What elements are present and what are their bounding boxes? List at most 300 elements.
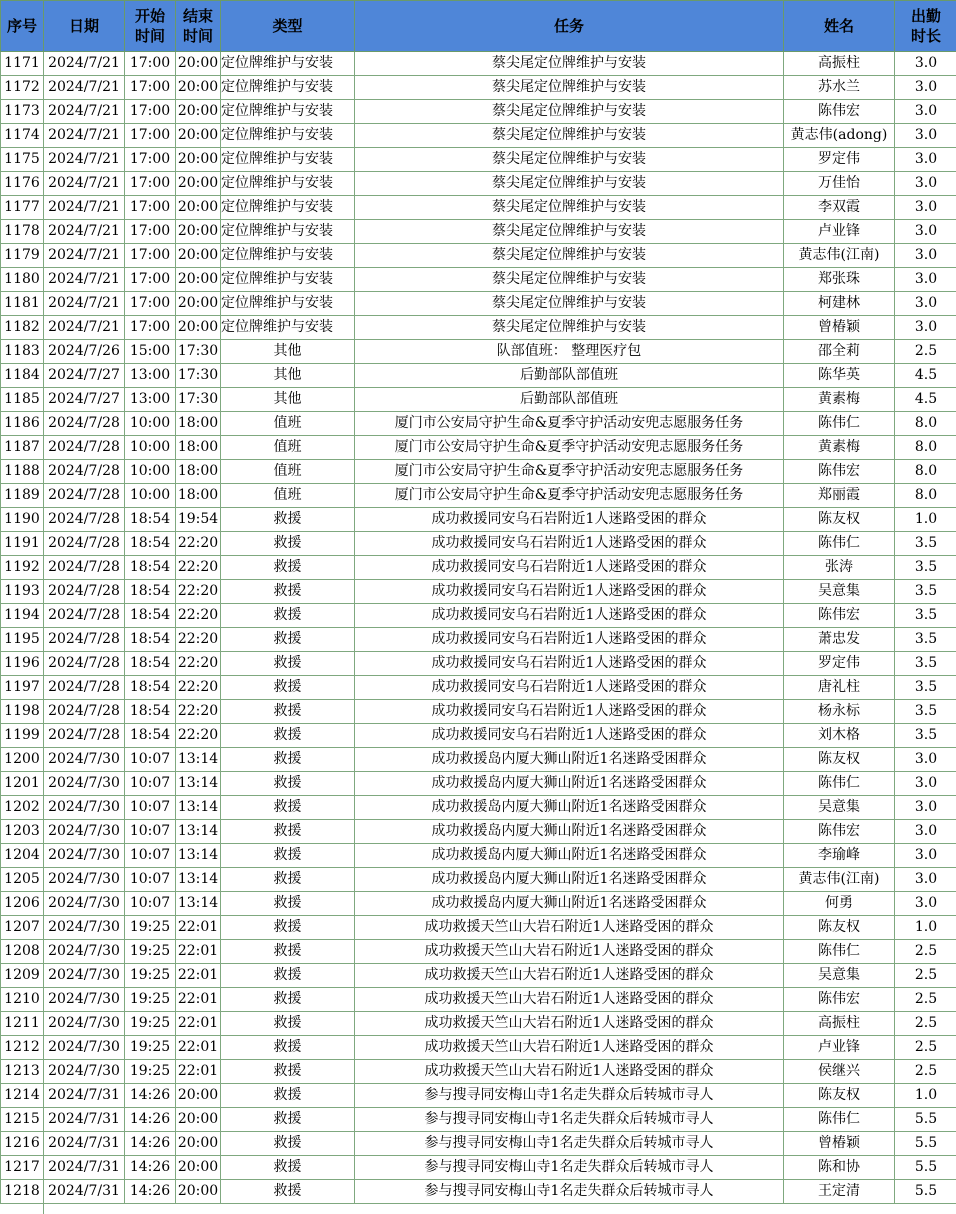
date-cell[interactable]: 2024/7/30 — [44, 748, 125, 772]
type-cell[interactable]: 定位牌维护与安装 — [221, 172, 355, 196]
seq-cell[interactable]: 1212 — [1, 1036, 44, 1060]
hours-cell[interactable]: 5.5 — [895, 1156, 956, 1180]
date-cell[interactable]: 2024/7/30 — [44, 964, 125, 988]
hours-cell[interactable]: 8.0 — [895, 460, 956, 484]
task-cell[interactable]: 成功救援天竺山大岩石附近1人迷路受困的群众 — [355, 1060, 784, 1084]
date-cell[interactable]: 2024/7/21 — [44, 196, 125, 220]
name-cell[interactable]: 吴意集 — [784, 580, 895, 604]
start-time-cell[interactable]: 10:07 — [125, 892, 176, 916]
end-time-cell[interactable]: 18:00 — [176, 460, 221, 484]
date-cell[interactable]: 2024/7/30 — [44, 892, 125, 916]
end-time-cell[interactable]: 22:01 — [176, 988, 221, 1012]
hours-cell[interactable]: 3.0 — [895, 100, 956, 124]
hours-cell[interactable]: 8.0 — [895, 412, 956, 436]
seq-cell[interactable]: 1218 — [1, 1180, 44, 1204]
seq-cell[interactable]: 1184 — [1, 364, 44, 388]
name-cell[interactable]: 唐礼柱 — [784, 676, 895, 700]
hours-cell[interactable]: 1.0 — [895, 508, 956, 532]
task-cell[interactable]: 成功救援同安乌石岩附近1人迷路受困的群众 — [355, 580, 784, 604]
date-cell[interactable]: 2024/7/31 — [44, 1084, 125, 1108]
seq-cell[interactable]: 1207 — [1, 916, 44, 940]
hours-cell[interactable]: 8.0 — [895, 436, 956, 460]
end-time-cell[interactable]: 13:14 — [176, 772, 221, 796]
start-time-cell[interactable]: 10:07 — [125, 772, 176, 796]
hours-cell[interactable]: 3.0 — [895, 796, 956, 820]
type-cell[interactable]: 救援 — [221, 868, 355, 892]
end-time-cell[interactable]: 22:20 — [176, 700, 221, 724]
date-cell[interactable]: 2024/7/21 — [44, 124, 125, 148]
hours-cell[interactable]: 8.0 — [895, 484, 956, 508]
end-time-cell[interactable]: 19:54 — [176, 508, 221, 532]
type-cell[interactable]: 定位牌维护与安装 — [221, 220, 355, 244]
hours-cell[interactable]: 3.5 — [895, 580, 956, 604]
date-cell[interactable]: 2024/7/28 — [44, 700, 125, 724]
name-cell[interactable]: 卢业锋 — [784, 220, 895, 244]
task-cell[interactable]: 参与搜寻同安梅山寺1名走失群众后转城市寻人 — [355, 1180, 784, 1204]
date-cell[interactable]: 2024/7/28 — [44, 532, 125, 556]
task-cell[interactable]: 成功救援天竺山大岩石附近1人迷路受困的群众 — [355, 964, 784, 988]
end-time-cell[interactable]: 18:00 — [176, 484, 221, 508]
date-cell[interactable]: 2024/7/28 — [44, 412, 125, 436]
type-cell[interactable]: 救援 — [221, 772, 355, 796]
end-time-cell[interactable]: 20:00 — [176, 52, 221, 76]
end-time-cell[interactable]: 20:00 — [176, 1156, 221, 1180]
hours-cell[interactable]: 4.5 — [895, 388, 956, 412]
date-cell[interactable]: 2024/7/27 — [44, 388, 125, 412]
end-time-cell[interactable]: 13:14 — [176, 892, 221, 916]
type-cell[interactable]: 救援 — [221, 556, 355, 580]
task-cell[interactable]: 蔡尖尾定位牌维护与安装 — [355, 100, 784, 124]
type-cell[interactable]: 救援 — [221, 1156, 355, 1180]
type-cell[interactable]: 救援 — [221, 964, 355, 988]
header-date[interactable]: 日期 — [44, 1, 125, 52]
date-cell[interactable]: 2024/7/28 — [44, 484, 125, 508]
end-time-cell[interactable]: 20:00 — [176, 1084, 221, 1108]
task-cell[interactable]: 成功救援岛内厦大狮山附近1名迷路受困群众 — [355, 868, 784, 892]
date-cell[interactable]: 2024/7/30 — [44, 796, 125, 820]
type-cell[interactable]: 其他 — [221, 340, 355, 364]
seq-cell[interactable]: 1205 — [1, 868, 44, 892]
name-cell[interactable]: 陈友权 — [784, 508, 895, 532]
hours-cell[interactable]: 2.5 — [895, 1036, 956, 1060]
end-time-cell[interactable]: 18:00 — [176, 436, 221, 460]
name-cell[interactable]: 陈华英 — [784, 364, 895, 388]
hours-cell[interactable]: 3.0 — [895, 292, 956, 316]
date-cell[interactable]: 2024/7/21 — [44, 76, 125, 100]
type-cell[interactable]: 值班 — [221, 484, 355, 508]
task-cell[interactable]: 成功救援岛内厦大狮山附近1名迷路受困群众 — [355, 892, 784, 916]
end-time-cell[interactable]: 13:14 — [176, 820, 221, 844]
type-cell[interactable]: 其他 — [221, 388, 355, 412]
type-cell[interactable]: 救援 — [221, 748, 355, 772]
type-cell[interactable]: 值班 — [221, 436, 355, 460]
type-cell[interactable]: 救援 — [221, 1132, 355, 1156]
task-cell[interactable]: 成功救援同安乌石岩附近1人迷路受困的群众 — [355, 676, 784, 700]
task-cell[interactable]: 成功救援岛内厦大狮山附近1名迷路受困群众 — [355, 772, 784, 796]
name-cell[interactable]: 陈伟仁 — [784, 532, 895, 556]
task-cell[interactable]: 队部值班： 整理医疗包 — [355, 340, 784, 364]
start-time-cell[interactable]: 10:07 — [125, 820, 176, 844]
date-cell[interactable]: 2024/7/21 — [44, 268, 125, 292]
name-cell[interactable]: 曾椿颖 — [784, 316, 895, 340]
end-time-cell[interactable]: 20:00 — [176, 268, 221, 292]
task-cell[interactable]: 参与搜寻同安梅山寺1名走失群众后转城市寻人 — [355, 1156, 784, 1180]
date-cell[interactable]: 2024/7/27 — [44, 364, 125, 388]
type-cell[interactable]: 救援 — [221, 1084, 355, 1108]
date-cell[interactable]: 2024/7/30 — [44, 868, 125, 892]
start-time-cell[interactable]: 18:54 — [125, 628, 176, 652]
date-cell[interactable]: 2024/7/30 — [44, 1036, 125, 1060]
name-cell[interactable]: 杨永标 — [784, 700, 895, 724]
type-cell[interactable]: 救援 — [221, 532, 355, 556]
name-cell[interactable]: 陈伟仁 — [784, 412, 895, 436]
name-cell[interactable]: 陈伟宏 — [784, 604, 895, 628]
seq-cell[interactable]: 1204 — [1, 844, 44, 868]
header-seq[interactable]: 序号 — [1, 1, 44, 52]
hours-cell[interactable]: 2.5 — [895, 988, 956, 1012]
task-cell[interactable]: 成功救援岛内厦大狮山附近1名迷路受困群众 — [355, 820, 784, 844]
type-cell[interactable]: 救援 — [221, 508, 355, 532]
hours-cell[interactable]: 3.0 — [895, 844, 956, 868]
seq-cell[interactable]: 1208 — [1, 940, 44, 964]
hours-cell[interactable]: 3.0 — [895, 316, 956, 340]
task-cell[interactable]: 厦门市公安局守护生命&夏季守护活动安兜志愿服务任务 — [355, 436, 784, 460]
end-time-cell[interactable]: 20:00 — [176, 124, 221, 148]
seq-cell[interactable]: 1210 — [1, 988, 44, 1012]
task-cell[interactable]: 成功救援同安乌石岩附近1人迷路受困的群众 — [355, 532, 784, 556]
end-time-cell[interactable]: 20:00 — [176, 100, 221, 124]
date-cell[interactable]: 2024/7/28 — [44, 604, 125, 628]
start-time-cell[interactable]: 18:54 — [125, 700, 176, 724]
seq-cell[interactable]: 1216 — [1, 1132, 44, 1156]
date-cell[interactable]: 2024/7/30 — [44, 1060, 125, 1084]
end-time-cell[interactable]: 22:01 — [176, 1036, 221, 1060]
name-cell[interactable]: 高振柱 — [784, 52, 895, 76]
header-task[interactable]: 任务 — [355, 1, 784, 52]
type-cell[interactable]: 救援 — [221, 724, 355, 748]
end-time-cell[interactable]: 18:00 — [176, 412, 221, 436]
date-cell[interactable]: 2024/7/30 — [44, 940, 125, 964]
hours-cell[interactable]: 2.5 — [895, 964, 956, 988]
hours-cell[interactable]: 3.5 — [895, 532, 956, 556]
date-cell[interactable]: 2024/7/21 — [44, 148, 125, 172]
end-time-cell[interactable]: 17:30 — [176, 388, 221, 412]
end-time-cell[interactable]: 22:01 — [176, 964, 221, 988]
seq-cell[interactable]: 1200 — [1, 748, 44, 772]
seq-cell[interactable]: 1197 — [1, 676, 44, 700]
task-cell[interactable]: 蔡尖尾定位牌维护与安装 — [355, 148, 784, 172]
end-time-cell[interactable]: 20:00 — [176, 148, 221, 172]
task-cell[interactable]: 成功救援岛内厦大狮山附近1名迷路受困群众 — [355, 748, 784, 772]
hours-cell[interactable]: 3.0 — [895, 268, 956, 292]
date-cell[interactable]: 2024/7/26 — [44, 340, 125, 364]
start-time-cell[interactable]: 18:54 — [125, 604, 176, 628]
task-cell[interactable]: 后勤部队部值班 — [355, 364, 784, 388]
end-time-cell[interactable]: 22:01 — [176, 916, 221, 940]
seq-cell[interactable]: 1171 — [1, 52, 44, 76]
hours-cell[interactable]: 3.0 — [895, 892, 956, 916]
seq-cell[interactable]: 1175 — [1, 148, 44, 172]
type-cell[interactable]: 救援 — [221, 700, 355, 724]
task-cell[interactable]: 参与搜寻同安梅山寺1名走失群众后转城市寻人 — [355, 1132, 784, 1156]
end-time-cell[interactable]: 13:14 — [176, 748, 221, 772]
start-time-cell[interactable]: 17:00 — [125, 76, 176, 100]
end-time-cell[interactable]: 20:00 — [176, 76, 221, 100]
end-time-cell[interactable]: 20:00 — [176, 196, 221, 220]
type-cell[interactable]: 救援 — [221, 988, 355, 1012]
end-time-cell[interactable]: 22:20 — [176, 532, 221, 556]
seq-cell[interactable]: 1188 — [1, 460, 44, 484]
start-time-cell[interactable]: 18:54 — [125, 652, 176, 676]
task-cell[interactable]: 成功救援天竺山大岩石附近1人迷路受困的群众 — [355, 1036, 784, 1060]
name-cell[interactable]: 郑丽霞 — [784, 484, 895, 508]
start-time-cell[interactable]: 10:00 — [125, 436, 176, 460]
date-cell[interactable]: 2024/7/21 — [44, 292, 125, 316]
date-cell[interactable]: 2024/7/30 — [44, 988, 125, 1012]
hours-cell[interactable]: 3.5 — [895, 676, 956, 700]
end-time-cell[interactable]: 22:20 — [176, 580, 221, 604]
start-time-cell[interactable]: 10:00 — [125, 484, 176, 508]
name-cell[interactable]: 吴意集 — [784, 964, 895, 988]
name-cell[interactable]: 陈和协 — [784, 1156, 895, 1180]
end-time-cell[interactable]: 20:00 — [176, 220, 221, 244]
hours-cell[interactable]: 3.0 — [895, 868, 956, 892]
name-cell[interactable]: 郑张珠 — [784, 268, 895, 292]
hours-cell[interactable]: 3.0 — [895, 52, 956, 76]
date-cell[interactable]: 2024/7/28 — [44, 724, 125, 748]
seq-cell[interactable]: 1189 — [1, 484, 44, 508]
seq-cell[interactable]: 1194 — [1, 604, 44, 628]
hours-cell[interactable]: 3.5 — [895, 652, 956, 676]
task-cell[interactable]: 成功救援同安乌石岩附近1人迷路受困的群众 — [355, 652, 784, 676]
name-cell[interactable]: 苏水兰 — [784, 76, 895, 100]
seq-cell[interactable]: 1186 — [1, 412, 44, 436]
start-time-cell[interactable]: 14:26 — [125, 1180, 176, 1204]
task-cell[interactable]: 蔡尖尾定位牌维护与安装 — [355, 76, 784, 100]
hours-cell[interactable]: 2.5 — [895, 1060, 956, 1084]
end-time-cell[interactable]: 22:01 — [176, 940, 221, 964]
end-time-cell[interactable]: 22:20 — [176, 724, 221, 748]
hours-cell[interactable]: 3.5 — [895, 604, 956, 628]
start-time-cell[interactable]: 17:00 — [125, 220, 176, 244]
start-time-cell[interactable]: 10:07 — [125, 748, 176, 772]
start-time-cell[interactable]: 10:07 — [125, 844, 176, 868]
name-cell[interactable]: 陈友权 — [784, 748, 895, 772]
type-cell[interactable]: 救援 — [221, 844, 355, 868]
seq-cell[interactable]: 1199 — [1, 724, 44, 748]
seq-cell[interactable]: 1176 — [1, 172, 44, 196]
type-cell[interactable]: 救援 — [221, 892, 355, 916]
start-time-cell[interactable]: 18:54 — [125, 556, 176, 580]
task-cell[interactable]: 成功救援岛内厦大狮山附近1名迷路受困群众 — [355, 844, 784, 868]
date-cell[interactable]: 2024/7/21 — [44, 220, 125, 244]
start-time-cell[interactable]: 18:54 — [125, 508, 176, 532]
end-time-cell[interactable]: 22:01 — [176, 1060, 221, 1084]
name-cell[interactable]: 陈伟宏 — [784, 988, 895, 1012]
start-time-cell[interactable]: 13:00 — [125, 388, 176, 412]
seq-cell[interactable]: 1178 — [1, 220, 44, 244]
name-cell[interactable]: 陈伟仁 — [784, 772, 895, 796]
seq-cell[interactable]: 1201 — [1, 772, 44, 796]
seq-cell[interactable]: 1206 — [1, 892, 44, 916]
date-cell[interactable]: 2024/7/28 — [44, 676, 125, 700]
start-time-cell[interactable]: 10:07 — [125, 796, 176, 820]
type-cell[interactable]: 值班 — [221, 460, 355, 484]
seq-cell[interactable]: 1209 — [1, 964, 44, 988]
name-cell[interactable]: 陈伟宏 — [784, 820, 895, 844]
task-cell[interactable]: 成功救援同安乌石岩附近1人迷路受困的群众 — [355, 700, 784, 724]
task-cell[interactable]: 成功救援天竺山大岩石附近1人迷路受困的群众 — [355, 940, 784, 964]
type-cell[interactable]: 救援 — [221, 1180, 355, 1204]
type-cell[interactable]: 定位牌维护与安装 — [221, 52, 355, 76]
start-time-cell[interactable]: 18:54 — [125, 676, 176, 700]
hours-cell[interactable]: 1.0 — [895, 1084, 956, 1108]
hours-cell[interactable]: 2.5 — [895, 340, 956, 364]
seq-cell[interactable]: 1174 — [1, 124, 44, 148]
date-cell[interactable]: 2024/7/28 — [44, 628, 125, 652]
task-cell[interactable]: 后勤部队部值班 — [355, 388, 784, 412]
task-cell[interactable]: 成功救援岛内厦大狮山附近1名迷路受困群众 — [355, 796, 784, 820]
date-cell[interactable]: 2024/7/21 — [44, 52, 125, 76]
seq-cell[interactable]: 1215 — [1, 1108, 44, 1132]
start-time-cell[interactable]: 14:26 — [125, 1156, 176, 1180]
seq-cell[interactable]: 1192 — [1, 556, 44, 580]
hours-cell[interactable]: 2.5 — [895, 940, 956, 964]
seq-cell[interactable]: 1193 — [1, 580, 44, 604]
date-cell[interactable]: 2024/7/30 — [44, 1012, 125, 1036]
name-cell[interactable]: 萧忠发 — [784, 628, 895, 652]
name-cell[interactable]: 罗定伟 — [784, 652, 895, 676]
hours-cell[interactable]: 3.0 — [895, 220, 956, 244]
seq-cell[interactable]: 1214 — [1, 1084, 44, 1108]
start-time-cell[interactable]: 19:25 — [125, 1036, 176, 1060]
date-cell[interactable]: 2024/7/31 — [44, 1132, 125, 1156]
hours-cell[interactable]: 1.0 — [895, 916, 956, 940]
seq-cell[interactable]: 1182 — [1, 316, 44, 340]
hours-cell[interactable]: 3.0 — [895, 124, 956, 148]
hours-cell[interactable]: 3.0 — [895, 772, 956, 796]
name-cell[interactable]: 刘木格 — [784, 724, 895, 748]
start-time-cell[interactable]: 17:00 — [125, 244, 176, 268]
date-cell[interactable]: 2024/7/21 — [44, 172, 125, 196]
header-name[interactable]: 姓名 — [784, 1, 895, 52]
seq-cell[interactable]: 1180 — [1, 268, 44, 292]
name-cell[interactable]: 卢业锋 — [784, 1036, 895, 1060]
name-cell[interactable]: 李双霞 — [784, 196, 895, 220]
end-time-cell[interactable]: 22:01 — [176, 1012, 221, 1036]
task-cell[interactable]: 参与搜寻同安梅山寺1名走失群众后转城市寻人 — [355, 1108, 784, 1132]
type-cell[interactable]: 救援 — [221, 820, 355, 844]
task-cell[interactable]: 成功救援同安乌石岩附近1人迷路受困的群众 — [355, 604, 784, 628]
date-cell[interactable]: 2024/7/28 — [44, 508, 125, 532]
type-cell[interactable]: 定位牌维护与安装 — [221, 196, 355, 220]
hours-cell[interactable]: 3.5 — [895, 724, 956, 748]
end-time-cell[interactable]: 22:20 — [176, 676, 221, 700]
type-cell[interactable]: 救援 — [221, 628, 355, 652]
task-cell[interactable]: 成功救援同安乌石岩附近1人迷路受困的群众 — [355, 508, 784, 532]
start-time-cell[interactable]: 19:25 — [125, 940, 176, 964]
hours-cell[interactable]: 3.0 — [895, 820, 956, 844]
start-time-cell[interactable]: 19:25 — [125, 964, 176, 988]
task-cell[interactable]: 参与搜寻同安梅山寺1名走失群众后转城市寻人 — [355, 1084, 784, 1108]
start-time-cell[interactable]: 17:00 — [125, 52, 176, 76]
type-cell[interactable]: 其他 — [221, 364, 355, 388]
hours-cell[interactable]: 3.0 — [895, 244, 956, 268]
date-cell[interactable]: 2024/7/28 — [44, 580, 125, 604]
start-time-cell[interactable]: 19:25 — [125, 1060, 176, 1084]
task-cell[interactable]: 蔡尖尾定位牌维护与安装 — [355, 316, 784, 340]
seq-cell[interactable]: 1187 — [1, 436, 44, 460]
type-cell[interactable]: 救援 — [221, 940, 355, 964]
name-cell[interactable]: 陈伟仁 — [784, 940, 895, 964]
task-cell[interactable]: 成功救援同安乌石岩附近1人迷路受困的群众 — [355, 628, 784, 652]
seq-cell[interactable]: 1177 — [1, 196, 44, 220]
type-cell[interactable]: 救援 — [221, 1012, 355, 1036]
start-time-cell[interactable]: 19:25 — [125, 1012, 176, 1036]
type-cell[interactable]: 值班 — [221, 412, 355, 436]
end-time-cell[interactable]: 22:20 — [176, 604, 221, 628]
seq-cell[interactable]: 1195 — [1, 628, 44, 652]
type-cell[interactable]: 定位牌维护与安装 — [221, 316, 355, 340]
end-time-cell[interactable]: 20:00 — [176, 172, 221, 196]
end-time-cell[interactable]: 20:00 — [176, 1108, 221, 1132]
header-start-time[interactable]: 开始 时间 — [125, 1, 176, 52]
hours-cell[interactable]: 3.0 — [895, 748, 956, 772]
name-cell[interactable]: 何勇 — [784, 892, 895, 916]
name-cell[interactable]: 张涛 — [784, 556, 895, 580]
end-time-cell[interactable]: 13:14 — [176, 844, 221, 868]
seq-cell[interactable]: 1183 — [1, 340, 44, 364]
date-cell[interactable]: 2024/7/21 — [44, 316, 125, 340]
name-cell[interactable]: 陈伟仁 — [784, 1108, 895, 1132]
end-time-cell[interactable]: 17:30 — [176, 340, 221, 364]
date-cell[interactable]: 2024/7/31 — [44, 1180, 125, 1204]
task-cell[interactable]: 蔡尖尾定位牌维护与安装 — [355, 220, 784, 244]
name-cell[interactable]: 柯建林 — [784, 292, 895, 316]
start-time-cell[interactable]: 10:00 — [125, 460, 176, 484]
seq-cell[interactable]: 1179 — [1, 244, 44, 268]
task-cell[interactable]: 厦门市公安局守护生命&夏季守护活动安兜志愿服务任务 — [355, 460, 784, 484]
name-cell[interactable]: 陈伟宏 — [784, 460, 895, 484]
start-time-cell[interactable]: 17:00 — [125, 172, 176, 196]
name-cell[interactable]: 侯继兴 — [784, 1060, 895, 1084]
name-cell[interactable]: 黄素梅 — [784, 436, 895, 460]
seq-cell[interactable]: 1181 — [1, 292, 44, 316]
start-time-cell[interactable]: 13:00 — [125, 364, 176, 388]
hours-cell[interactable]: 3.5 — [895, 556, 956, 580]
type-cell[interactable]: 救援 — [221, 1060, 355, 1084]
seq-cell[interactable]: 1198 — [1, 700, 44, 724]
hours-cell[interactable]: 5.5 — [895, 1180, 956, 1204]
seq-cell[interactable]: 1172 — [1, 76, 44, 100]
task-cell[interactable]: 蔡尖尾定位牌维护与安装 — [355, 124, 784, 148]
name-cell[interactable]: 王定清 — [784, 1180, 895, 1204]
task-cell[interactable]: 蔡尖尾定位牌维护与安装 — [355, 292, 784, 316]
hours-cell[interactable]: 5.5 — [895, 1108, 956, 1132]
hours-cell[interactable]: 4.5 — [895, 364, 956, 388]
seq-cell[interactable]: 1203 — [1, 820, 44, 844]
name-cell[interactable]: 陈友权 — [784, 1084, 895, 1108]
task-cell[interactable]: 成功救援同安乌石岩附近1人迷路受困的群众 — [355, 556, 784, 580]
end-time-cell[interactable]: 22:20 — [176, 556, 221, 580]
type-cell[interactable]: 定位牌维护与安装 — [221, 268, 355, 292]
seq-cell[interactable]: 1190 — [1, 508, 44, 532]
header-hours[interactable]: 出勤 时长 — [895, 1, 956, 52]
name-cell[interactable]: 黄素梅 — [784, 388, 895, 412]
start-time-cell[interactable]: 18:54 — [125, 532, 176, 556]
start-time-cell[interactable]: 10:07 — [125, 868, 176, 892]
hours-cell[interactable]: 3.0 — [895, 76, 956, 100]
